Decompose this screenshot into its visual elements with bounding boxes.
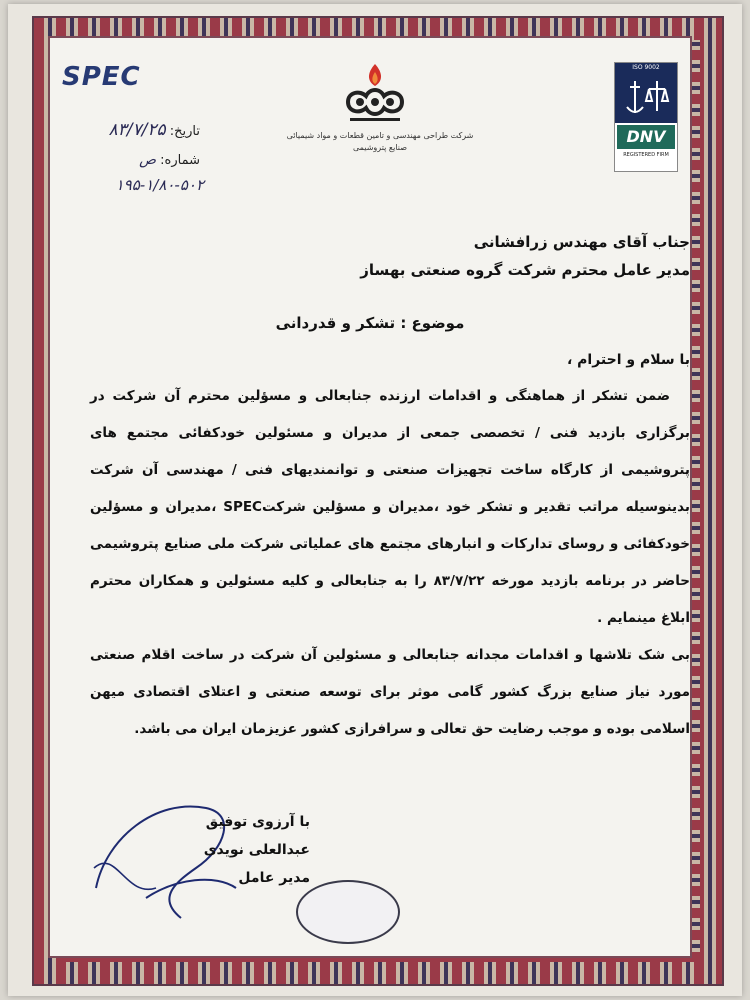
- paragraph-1: ضمن تشکر از هماهنگی و اقدامات ارزنده جنابعالی و مسؤلین محترم آن شرکت در برگزاری بازدید فنی / تخصصی جمعی از مدیران و مسئولین خودکفائی مجتمع های پتروشیمی از کارگاه ساخت تجهیزات صنعتی و توانمندیهای فنی / مهندسی آن شرکت بدینوسیله مراتب تقدیر و تشکر خود ،مدیران و مسؤلین شرکتSPEC ،مدیران و مسؤلین خودکفائی و روسای تدارکات و انبارهای مجتمع های عملیاتی شرکت ملی صنایع پتروشیمی حاضر در برنامه بازدید مورخه ۸۳/۷/۲۲ را به جنابعالی و کلیه مسئولین و همکاران محترم ابلاغ مینمایم .: [90, 388, 690, 626]
- paragraph-2: بی شک تلاشها و اقدامات مجدانه جنابعالی و مسئولین آن شرکت در ساخت اقلام صنعتی مورد نیاز صنایع بزرگ کشور گامی موثر برای توسعه صنعتی و اعتلای اقتصادی میهن اسلامی بوده و موجب رضایت حق تعالی و سرافرازی کشور عزیزمان ایران می باشد.: [90, 647, 690, 737]
- company-name: [270, 130, 490, 154]
- anchor-scale-icon: [615, 73, 677, 123]
- recipient-name: جناب آقای مهندس زرافشانی: [473, 233, 690, 251]
- closing-wish: با آرزوی توفیق: [205, 814, 310, 830]
- dnv-label: DNV: [617, 125, 675, 149]
- number-label: شماره:: [160, 153, 200, 168]
- recipient-title: مدیر عامل محترم شرکت گروه صنعتی بهساز: [360, 261, 690, 279]
- number-value: ۱۹۵-۱/۸۰-۵۰۲: [115, 176, 204, 194]
- iso-certification-badge: [614, 62, 678, 172]
- signer-name: عبدالعلی نویدی: [203, 842, 310, 858]
- signer-title: مدیر عامل: [238, 870, 310, 886]
- company-name-line2: صنایع پتروشیمی: [353, 143, 407, 152]
- letter-body: [90, 378, 690, 748]
- recipient: [90, 228, 690, 284]
- official-stamp: [296, 880, 400, 944]
- spec-logo: SPEC: [62, 62, 141, 92]
- number-row: [139, 152, 200, 168]
- registered-firm-label: REGISTERED FIRM: [623, 152, 669, 158]
- date-label: تاریخ:: [169, 124, 200, 139]
- nipc-flame-logo-icon: [330, 60, 420, 130]
- date-value: ۸۳/۷/۲۵: [108, 120, 166, 140]
- closing-block: [150, 808, 310, 892]
- number-value-row: [54, 176, 204, 194]
- company-name-line1: شرکت طراحی مهندسی و تامین قطعات و مواد شیمیائی: [286, 131, 474, 140]
- date-row: [109, 120, 201, 140]
- number-prefix: ص: [139, 152, 157, 168]
- iso-label: ISO 9002: [615, 63, 677, 73]
- subject-line: موضوع : تشکر و قدردانی: [275, 314, 465, 332]
- greeting: با سلام و احترام ،: [566, 352, 690, 368]
